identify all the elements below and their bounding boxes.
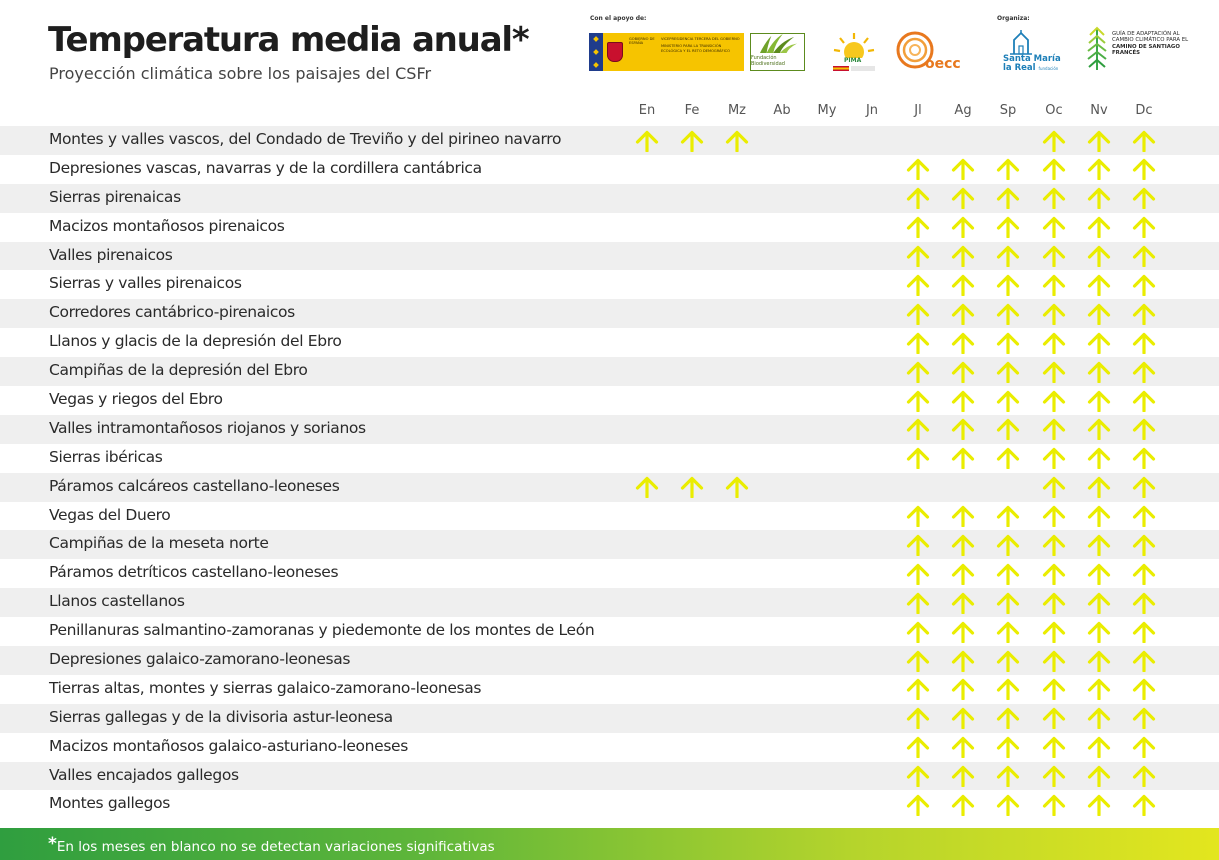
up-arrow-icon <box>1122 646 1167 675</box>
coat-of-arms-icon <box>603 33 627 71</box>
up-arrow-icon <box>1077 386 1122 415</box>
up-arrow-icon <box>1122 762 1167 791</box>
up-arrow-icon <box>1077 155 1122 184</box>
up-arrow-icon <box>1122 357 1167 386</box>
up-arrow-icon <box>670 473 715 502</box>
up-arrow-icon <box>1077 357 1122 386</box>
up-arrow-icon <box>896 299 941 328</box>
up-arrow-icon <box>1122 270 1167 299</box>
santa-maria-line2: la Real <box>1003 63 1036 73</box>
up-arrow-icon <box>986 790 1031 819</box>
up-arrow-icon <box>896 386 941 415</box>
up-arrow-icon <box>941 502 986 531</box>
up-arrow-icon <box>941 386 986 415</box>
up-arrow-icon <box>941 444 986 473</box>
fundacion-biodiversidad-text: Fundación Biodiversidad <box>751 55 785 67</box>
table-row <box>0 184 1219 213</box>
up-arrow-icon <box>1122 155 1167 184</box>
landscape-label: Montes gallegos <box>49 794 170 813</box>
table-row <box>0 704 1219 733</box>
month-header-row <box>0 103 1219 121</box>
up-arrow-icon <box>896 617 941 646</box>
up-arrow-icon <box>941 704 986 733</box>
landscape-label: Sierras ibéricas <box>49 447 163 466</box>
church-icon <box>1006 30 1036 56</box>
footnote-text: En los meses en blanco no se detectan variaciones significativas <box>56 839 495 855</box>
landscape-label: Campiñas de la depresión del Ebro <box>49 361 308 380</box>
up-arrow-icon <box>941 213 986 242</box>
table-row <box>0 415 1219 444</box>
up-arrow-icon <box>941 184 986 213</box>
landscape-label: Llanos castellanos <box>49 592 185 611</box>
up-arrow-icon <box>1077 242 1122 271</box>
up-arrow-icon <box>986 530 1031 559</box>
up-arrow-icon <box>1032 704 1077 733</box>
up-arrow-icon <box>1032 588 1077 617</box>
up-arrow-icon <box>1077 675 1122 704</box>
table-row <box>0 357 1219 386</box>
up-arrow-icon <box>1032 473 1077 502</box>
up-arrow-icon <box>1122 126 1167 155</box>
table-row <box>0 328 1219 357</box>
landscape-label: Páramos calcáreos castellano-leoneses <box>49 476 340 495</box>
title-asterisk: * <box>511 20 529 60</box>
up-arrow-icon <box>1077 762 1122 791</box>
gobierno-line2: MINISTERIO PARA LA TRANSICIÓN ECOLÓGICA Y EL RETO DEMOGRÁFICO <box>661 44 730 53</box>
title-text: Temperatura media anual <box>48 20 512 60</box>
santa-maria-logo <box>998 30 1061 74</box>
up-arrow-icon <box>625 473 670 502</box>
up-arrow-icon <box>896 357 941 386</box>
up-arrow-icon <box>1122 790 1167 819</box>
up-arrow-icon <box>1077 270 1122 299</box>
up-arrow-icon <box>1122 213 1167 242</box>
table-row <box>0 675 1219 704</box>
month-header: Ag <box>954 103 972 118</box>
up-arrow-icon <box>986 328 1031 357</box>
oecc-text: oecc <box>925 56 961 72</box>
landscape-label: Sierras y valles pirenaicos <box>49 274 242 293</box>
table-row <box>0 473 1219 502</box>
up-arrow-icon <box>941 790 986 819</box>
table-row <box>0 270 1219 299</box>
month-header: Ab <box>773 103 791 118</box>
up-arrow-icon <box>941 328 986 357</box>
table-row <box>0 790 1219 819</box>
up-arrow-icon <box>896 559 941 588</box>
guia-line4: FRANCÉS <box>1112 49 1141 56</box>
up-arrow-icon <box>1077 444 1122 473</box>
up-arrow-icon <box>1032 299 1077 328</box>
landscape-label: Corredores cantábrico-pirenaicos <box>49 303 295 322</box>
guia-line1: GUÍA DE ADAPTACIÓN AL <box>1112 31 1180 37</box>
up-arrow-icon <box>1077 473 1122 502</box>
up-arrow-icon <box>1122 444 1167 473</box>
up-arrow-icon <box>1122 242 1167 271</box>
up-arrow-icon <box>715 473 760 502</box>
gobierno-logo <box>589 33 744 71</box>
organizer-caption: Organiza: <box>997 15 1030 22</box>
up-arrow-icon <box>986 588 1031 617</box>
up-arrow-icon <box>941 415 986 444</box>
month-header: Oc <box>1045 103 1063 118</box>
landscape-label: Vegas y riegos del Ebro <box>49 390 223 409</box>
table-row <box>0 733 1219 762</box>
up-arrow-icon <box>986 502 1031 531</box>
footer-bar <box>0 828 1219 860</box>
up-arrow-icon <box>1032 242 1077 271</box>
up-arrow-icon <box>941 242 986 271</box>
grass-icon <box>757 34 799 53</box>
table-row <box>0 559 1219 588</box>
month-header: En <box>638 103 656 118</box>
up-arrow-icon <box>941 559 986 588</box>
landscape-label: Macizos montañosos pirenaicos <box>49 216 285 235</box>
up-arrow-icon <box>986 213 1031 242</box>
up-arrow-icon <box>986 386 1031 415</box>
up-arrow-icon <box>1122 415 1167 444</box>
up-arrow-icon <box>986 444 1031 473</box>
gobierno-line1: VICEPRESIDENCIA TERCERA DEL GOBIERNO <box>661 37 740 41</box>
up-arrow-icon <box>1077 704 1122 733</box>
up-arrow-icon <box>1032 502 1077 531</box>
up-arrow-icon <box>896 675 941 704</box>
up-arrow-icon <box>1032 184 1077 213</box>
up-arrow-icon <box>1077 328 1122 357</box>
up-arrow-icon <box>941 762 986 791</box>
page-title <box>48 20 528 60</box>
footnote-asterisk: * <box>48 834 57 854</box>
up-arrow-icon <box>1032 646 1077 675</box>
landscape-label: Campiñas de la meseta norte <box>49 534 269 553</box>
up-arrow-icon <box>1032 617 1077 646</box>
up-arrow-icon <box>941 588 986 617</box>
up-arrow-icon <box>1122 675 1167 704</box>
pima-logo <box>830 30 878 72</box>
landscape-label: Páramos detríticos castellano-leoneses <box>49 563 339 582</box>
up-arrow-icon <box>1122 386 1167 415</box>
up-arrow-icon <box>1032 444 1077 473</box>
up-arrow-icon <box>986 242 1031 271</box>
up-arrow-icon <box>896 415 941 444</box>
up-arrow-icon <box>1032 126 1077 155</box>
guia-logo <box>1085 26 1210 72</box>
up-arrow-icon <box>1077 184 1122 213</box>
up-arrow-icon <box>896 270 941 299</box>
up-arrow-icon <box>1077 646 1122 675</box>
table-row <box>0 502 1219 531</box>
up-arrow-icon <box>941 299 986 328</box>
up-arrow-icon <box>986 415 1031 444</box>
up-arrow-icon <box>1077 617 1122 646</box>
up-arrow-icon <box>986 733 1031 762</box>
month-header: Jn <box>865 103 879 118</box>
up-arrow-icon <box>986 617 1031 646</box>
up-arrow-icon <box>1032 328 1077 357</box>
table-row <box>0 444 1219 473</box>
up-arrow-icon <box>896 762 941 791</box>
landscape-table <box>0 126 1219 819</box>
table-row <box>0 530 1219 559</box>
landscape-label: Depresiones vascas, navarras y de la cordillera cantábrica <box>49 158 482 177</box>
up-arrow-icon <box>1122 704 1167 733</box>
table-row <box>0 213 1219 242</box>
up-arrow-icon <box>1077 502 1122 531</box>
month-header: Jl <box>914 103 922 118</box>
up-arrow-icon <box>1077 299 1122 328</box>
month-header: Mz <box>727 103 747 118</box>
landscape-label: Penillanuras salmantino-zamoranas y piedemonte de los montes de León <box>49 621 595 640</box>
up-arrow-icon <box>941 155 986 184</box>
page-subtitle: Proyección climática sobre los paisajes del CSFr <box>49 64 432 83</box>
up-arrow-icon <box>1032 270 1077 299</box>
up-arrow-icon <box>986 357 1031 386</box>
up-arrow-icon <box>1032 155 1077 184</box>
up-arrow-icon <box>1077 213 1122 242</box>
landscape-label: Depresiones galaico-zamorano-leonesas <box>49 650 351 669</box>
up-arrow-icon <box>1032 733 1077 762</box>
up-arrow-icon <box>986 184 1031 213</box>
month-header: Dc <box>1135 103 1153 118</box>
up-arrow-icon <box>896 444 941 473</box>
up-arrow-icon <box>1077 559 1122 588</box>
up-arrow-icon <box>1122 502 1167 531</box>
up-arrow-icon <box>1122 588 1167 617</box>
up-arrow-icon <box>986 762 1031 791</box>
up-arrow-icon <box>986 704 1031 733</box>
up-arrow-icon <box>941 646 986 675</box>
up-arrow-icon <box>1032 357 1077 386</box>
tree-arrow-icon <box>1085 26 1109 72</box>
oecc-logo <box>895 30 965 74</box>
landscape-label: Macizos montañosos galaico-asturiano-leoneses <box>49 736 408 755</box>
up-arrow-icon <box>1122 328 1167 357</box>
up-arrow-icon <box>625 126 670 155</box>
up-arrow-icon <box>1032 415 1077 444</box>
landscape-label: Montes y valles vascos, del Condado de Treviño y del pirineo navarro <box>49 130 562 148</box>
up-arrow-icon <box>986 675 1031 704</box>
month-header: Fe <box>684 103 700 118</box>
up-arrow-icon <box>1032 386 1077 415</box>
up-arrow-icon <box>986 270 1031 299</box>
landscape-label: Sierras pirenaicas <box>49 187 181 206</box>
up-arrow-icon <box>1077 415 1122 444</box>
table-row <box>0 155 1219 184</box>
up-arrow-icon <box>941 530 986 559</box>
up-arrow-icon <box>896 184 941 213</box>
up-arrow-icon <box>1122 733 1167 762</box>
fundacion-biodiversidad-logo <box>750 33 805 71</box>
up-arrow-icon <box>986 299 1031 328</box>
up-arrow-icon <box>1077 790 1122 819</box>
sun-icon <box>830 30 878 72</box>
table-row <box>0 242 1219 271</box>
guia-line3: CAMINO DE SANTIAGO <box>1112 43 1180 50</box>
up-arrow-icon <box>896 155 941 184</box>
month-header: Sp <box>999 103 1017 118</box>
up-arrow-icon <box>1122 299 1167 328</box>
eu-flag-icon <box>589 33 603 71</box>
up-arrow-icon <box>896 733 941 762</box>
up-arrow-icon <box>1032 530 1077 559</box>
up-arrow-icon <box>1122 473 1167 502</box>
up-arrow-icon <box>896 704 941 733</box>
up-arrow-icon <box>1077 126 1122 155</box>
up-arrow-icon <box>896 242 941 271</box>
up-arrow-icon <box>986 559 1031 588</box>
landscape-label: Valles pirenaicos <box>49 245 173 264</box>
santa-maria-line3: fundación <box>1038 66 1059 71</box>
table-row <box>0 646 1219 675</box>
pima-text: PIMA <box>844 57 862 64</box>
up-arrow-icon <box>670 126 715 155</box>
up-arrow-icon <box>941 617 986 646</box>
up-arrow-icon <box>1032 559 1077 588</box>
up-arrow-icon <box>941 675 986 704</box>
up-arrow-icon <box>896 588 941 617</box>
up-arrow-icon <box>896 646 941 675</box>
up-arrow-icon <box>986 646 1031 675</box>
month-header: My <box>817 103 837 118</box>
up-arrow-icon <box>1032 213 1077 242</box>
support-caption: Con el apoyo de: <box>590 15 647 22</box>
up-arrow-icon <box>715 126 760 155</box>
up-arrow-icon <box>941 733 986 762</box>
month-header: Nv <box>1090 103 1108 118</box>
up-arrow-icon <box>1122 617 1167 646</box>
table-row <box>0 588 1219 617</box>
table-row <box>0 126 1219 155</box>
landscape-label: Valles encajados gallegos <box>49 765 239 784</box>
table-row <box>0 299 1219 328</box>
up-arrow-icon <box>1122 530 1167 559</box>
landscape-label: Sierras gallegas y de la divisoria astur-leonesa <box>49 707 393 726</box>
up-arrow-icon <box>1077 733 1122 762</box>
up-arrow-icon <box>986 155 1031 184</box>
santa-maria-line1: Santa María <box>1003 54 1061 64</box>
up-arrow-icon <box>896 530 941 559</box>
up-arrow-icon <box>1077 530 1122 559</box>
up-arrow-icon <box>896 213 941 242</box>
table-row <box>0 762 1219 791</box>
up-arrow-icon <box>896 502 941 531</box>
footnote <box>48 836 495 856</box>
up-arrow-icon <box>1122 559 1167 588</box>
landscape-label: Valles intramontañosos riojanos y sorianos <box>49 418 366 437</box>
up-arrow-icon <box>1032 762 1077 791</box>
landscape-label: Tierras altas, montes y sierras galaico-zamorano-leonesas <box>49 678 482 697</box>
up-arrow-icon <box>1122 184 1167 213</box>
landscape-label: Vegas del Duero <box>49 505 171 524</box>
up-arrow-icon <box>1077 588 1122 617</box>
guia-line2: CAMBIO CLIMÁTICO PARA EL <box>1112 37 1189 44</box>
up-arrow-icon <box>896 790 941 819</box>
landscape-label: Llanos y glacis de la depresión del Ebro <box>49 332 342 351</box>
up-arrow-icon <box>941 357 986 386</box>
up-arrow-icon <box>1032 790 1077 819</box>
up-arrow-icon <box>896 328 941 357</box>
table-row <box>0 386 1219 415</box>
up-arrow-icon <box>1032 675 1077 704</box>
table-row <box>0 617 1219 646</box>
gobierno-name: GOBIERNO DE ESPAÑA <box>629 37 655 46</box>
up-arrow-icon <box>941 270 986 299</box>
